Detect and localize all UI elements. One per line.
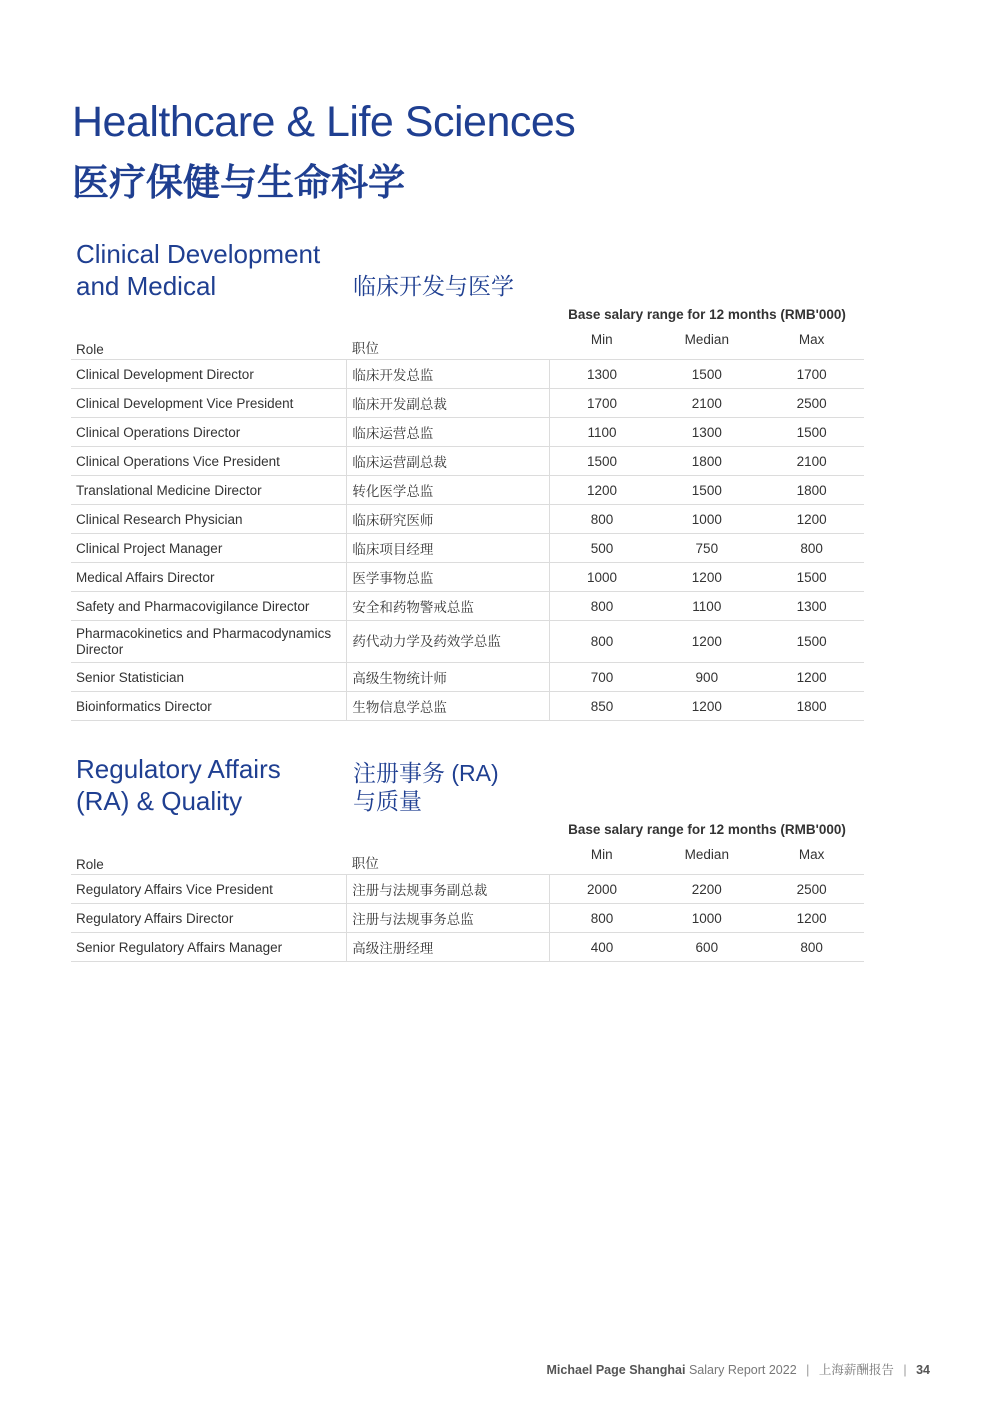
section1-title [76, 238, 346, 302]
table-row [71, 592, 864, 621]
footer-separator: | [806, 1363, 810, 1377]
max-cell: 800 [759, 933, 864, 962]
role-cell: Senior Statistician [71, 663, 347, 692]
median-cell: 1000 [654, 505, 759, 534]
table-row [71, 447, 864, 476]
section2-title-line1: Regulatory Affairs [76, 754, 281, 784]
min-cell: 800 [549, 592, 654, 621]
median-cell: 1200 [654, 692, 759, 721]
table-row [71, 904, 864, 933]
footer-report: Salary Report 2022 [688, 1363, 797, 1377]
max-cell: 2500 [759, 875, 864, 904]
max-cell: 1800 [759, 692, 864, 721]
median-cell: 750 [654, 534, 759, 563]
header-max: Max [759, 844, 864, 875]
footer-brand: Michael Page Shanghai [546, 1363, 686, 1377]
min-cell: 700 [549, 663, 654, 692]
footer-report-cn: 上海薪酬报告 [818, 1363, 894, 1377]
role-cell: Pharmacokinetics and Pharmacodynamics Director [71, 621, 347, 663]
role-cn-cell: 注册与法规事务总监 [347, 904, 549, 933]
role-cell: Clinical Development Vice President [71, 389, 347, 418]
min-cell: 2000 [549, 875, 654, 904]
role-cn-cell: 转化医学总监 [347, 476, 549, 505]
section2-salary-table [71, 844, 864, 962]
header-role-cn: 职位 [347, 329, 549, 360]
median-cell: 600 [654, 933, 759, 962]
footer-page-number: 34 [916, 1363, 930, 1377]
table-row [71, 933, 864, 962]
role-cn-cell: 安全和药物警戒总监 [347, 592, 549, 621]
page-title: Healthcare & Life Sciences [72, 98, 576, 146]
table-header-row [71, 329, 864, 360]
table-row [71, 389, 864, 418]
max-cell: 2500 [759, 389, 864, 418]
median-cell: 1000 [654, 904, 759, 933]
section2-title-cn-line2: 与质量 [353, 788, 422, 814]
role-cn-cell: 临床项目经理 [347, 534, 549, 563]
max-cell: 1700 [759, 360, 864, 389]
section2-title-cn [353, 759, 553, 815]
page-title-cn: 医疗保健与生命科学 [72, 162, 405, 203]
table-header-row [71, 844, 864, 875]
role-cell: Clinical Project Manager [71, 534, 347, 563]
role-cell: Safety and Pharmacovigilance Director [71, 592, 347, 621]
page-footer [547, 1360, 930, 1378]
role-cell: Bioinformatics Director [71, 692, 347, 721]
role-cn-cell: 临床研究医师 [347, 505, 549, 534]
role-cn-cell: 医学事物总监 [347, 563, 549, 592]
min-cell: 800 [549, 621, 654, 663]
table-row [71, 621, 864, 663]
table-row [71, 476, 864, 505]
section1-title-cn: 临床开发与医学 [353, 273, 514, 299]
section2-title [76, 753, 346, 817]
role-cn-cell: 高级注册经理 [347, 933, 549, 962]
min-cell: 800 [549, 904, 654, 933]
max-cell: 1200 [759, 904, 864, 933]
role-cn-cell: 药代动力学及药效学总监 [347, 621, 549, 663]
header-max: Max [759, 329, 864, 360]
section1-salary-table [71, 329, 864, 721]
median-cell: 1800 [654, 447, 759, 476]
max-cell: 1300 [759, 592, 864, 621]
table-row [71, 534, 864, 563]
median-cell: 2200 [654, 875, 759, 904]
max-cell: 2100 [759, 447, 864, 476]
table-row [71, 563, 864, 592]
header-median: Median [654, 329, 759, 360]
role-cn-cell: 生物信息学总监 [347, 692, 549, 721]
min-cell: 1200 [549, 476, 654, 505]
table-row [71, 875, 864, 904]
section2-title-line2: (RA) & Quality [76, 786, 243, 816]
section2-salary-range-label: Base salary range for 12 months (RMB'000) [568, 822, 846, 837]
role-cell: Translational Medicine Director [71, 476, 347, 505]
section1-title-line2: and Medical [76, 271, 217, 301]
footer-separator: | [903, 1363, 907, 1377]
median-cell: 1200 [654, 563, 759, 592]
role-cn-cell: 临床开发副总裁 [347, 389, 549, 418]
role-cell: Clinical Research Physician [71, 505, 347, 534]
role-cell: Clinical Operations Director [71, 418, 347, 447]
header-role-cn: 职位 [347, 844, 549, 875]
role-cn-cell: 高级生物统计师 [347, 663, 549, 692]
role-cn-cell: 临床运营总监 [347, 418, 549, 447]
header-median: Median [654, 844, 759, 875]
min-cell: 1500 [549, 447, 654, 476]
table-row [71, 505, 864, 534]
max-cell: 1500 [759, 621, 864, 663]
max-cell: 1500 [759, 563, 864, 592]
min-cell: 1300 [549, 360, 654, 389]
min-cell: 850 [549, 692, 654, 721]
median-cell: 1100 [654, 592, 759, 621]
median-cell: 900 [654, 663, 759, 692]
min-cell: 1700 [549, 389, 654, 418]
min-cell: 800 [549, 505, 654, 534]
min-cell: 500 [549, 534, 654, 563]
role-cn-cell: 注册与法规事务副总裁 [347, 875, 549, 904]
header-min: Min [549, 329, 654, 360]
role-cell: Senior Regulatory Affairs Manager [71, 933, 347, 962]
section1-title-line1: Clinical Development [76, 239, 321, 269]
max-cell: 1500 [759, 418, 864, 447]
max-cell: 1800 [759, 476, 864, 505]
table-row [71, 418, 864, 447]
role-cn-cell: 临床运营副总裁 [347, 447, 549, 476]
median-cell: 2100 [654, 389, 759, 418]
min-cell: 1000 [549, 563, 654, 592]
role-cell: Medical Affairs Director [71, 563, 347, 592]
section1-salary-range-label: Base salary range for 12 months (RMB'000) [568, 307, 846, 322]
role-cell: Regulatory Affairs Director [71, 904, 347, 933]
header-role: Role [71, 329, 347, 360]
role-cn-cell: 临床开发总监 [347, 360, 549, 389]
max-cell: 800 [759, 534, 864, 563]
max-cell: 1200 [759, 663, 864, 692]
table-row [71, 360, 864, 389]
median-cell: 1500 [654, 476, 759, 505]
table-row [71, 692, 864, 721]
min-cell: 1100 [549, 418, 654, 447]
role-cell: Clinical Development Director [71, 360, 347, 389]
header-min: Min [549, 844, 654, 875]
role-cell: Regulatory Affairs Vice President [71, 875, 347, 904]
header-role: Role [71, 844, 347, 875]
median-cell: 1200 [654, 621, 759, 663]
table-row [71, 663, 864, 692]
median-cell: 1500 [654, 360, 759, 389]
min-cell: 400 [549, 933, 654, 962]
max-cell: 1200 [759, 505, 864, 534]
median-cell: 1300 [654, 418, 759, 447]
role-cell: Clinical Operations Vice President [71, 447, 347, 476]
section2-title-cn-line1: 注册事务 (RA) [353, 760, 499, 786]
